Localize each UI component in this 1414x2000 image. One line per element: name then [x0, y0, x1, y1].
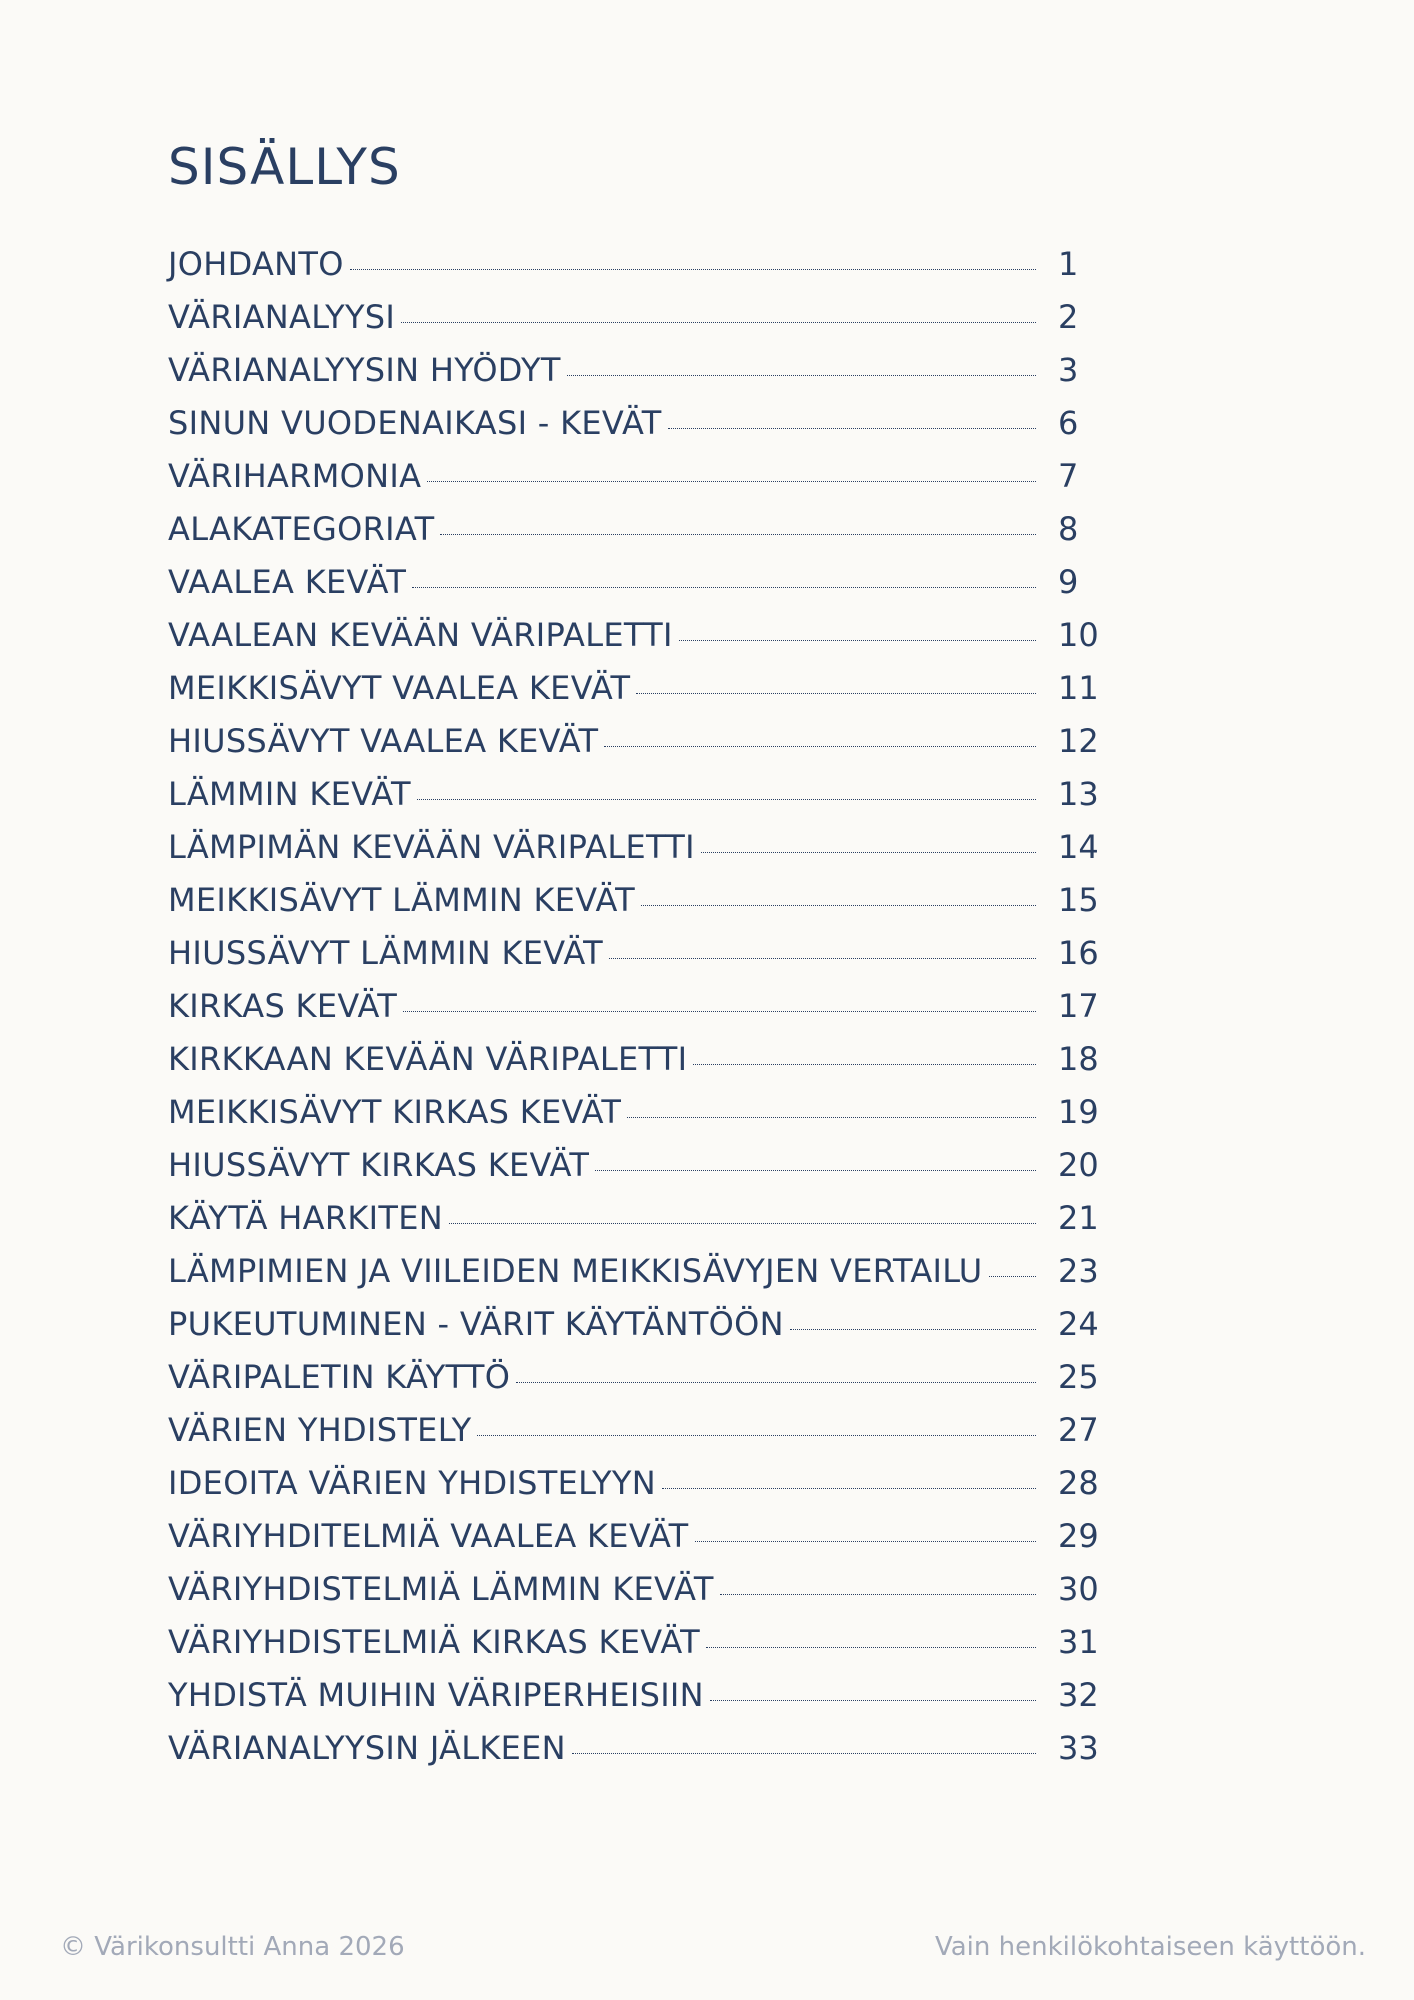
toc-entry-page-number: 31	[1058, 1623, 1099, 1661]
toc-entry[interactable]	[168, 245, 1118, 298]
toc-entry-page-number: 25	[1058, 1358, 1099, 1396]
toc-dot-leader	[668, 428, 1036, 429]
toc-entry-page-number: 11	[1058, 669, 1099, 707]
toc-entry-title: PUKEUTUMINEN - VÄRIT KÄYTÄNTÖÖN	[168, 1305, 784, 1343]
toc-entry-title: VÄRIPALETIN KÄYTTÖ	[168, 1358, 511, 1396]
footer-copyright: © Värikonsultti Anna 2026	[60, 1932, 405, 1962]
toc-entry[interactable]	[168, 457, 1118, 510]
toc-entry-page-number: 13	[1058, 775, 1099, 813]
toc-dot-leader	[609, 958, 1036, 959]
toc-entry-title: ALAKATEGORIAT	[168, 510, 435, 548]
toc-entry-title: JOHDANTO	[168, 245, 344, 283]
toc-entry-title: KIRKAS KEVÄT	[168, 987, 398, 1025]
toc-entry-page-number: 8	[1058, 510, 1079, 548]
toc-entry[interactable]	[168, 775, 1118, 828]
toc-entry[interactable]	[168, 669, 1118, 722]
toc-entry-page-number: 21	[1058, 1199, 1099, 1237]
toc-dot-leader	[412, 587, 1036, 588]
toc-entry-page-number: 6	[1058, 404, 1079, 442]
toc-dot-leader	[567, 375, 1036, 376]
toc-dot-leader	[662, 1488, 1036, 1489]
toc-entry-title: HIUSSÄVYT VAALEA KEVÄT	[168, 722, 599, 760]
toc-dot-leader	[710, 1700, 1036, 1701]
toc-dot-leader	[350, 269, 1036, 270]
toc-entry-title: LÄMPIMIEN JA VIILEIDEN MEIKKISÄVYJEN VERTAILU	[168, 1252, 983, 1290]
toc-entry-title: KÄYTÄ HARKITEN	[168, 1199, 444, 1237]
toc-entry[interactable]	[168, 1146, 1118, 1199]
toc-dot-leader	[417, 799, 1036, 800]
table-of-contents	[168, 245, 1118, 1782]
toc-entry[interactable]	[168, 616, 1118, 669]
toc-entry[interactable]	[168, 1623, 1118, 1676]
toc-entry[interactable]	[168, 1729, 1118, 1782]
toc-entry-title: VAALEAN KEVÄÄN VÄRIPALETTI	[168, 616, 673, 654]
toc-entry-page-number: 32	[1058, 1676, 1099, 1714]
toc-dot-leader	[989, 1276, 1036, 1277]
toc-entry-title: LÄMPIMÄN KEVÄÄN VÄRIPALETTI	[168, 828, 695, 866]
toc-dot-leader	[401, 322, 1036, 323]
toc-entry-title: MEIKKISÄVYT KIRKAS KEVÄT	[168, 1093, 622, 1131]
toc-entry-page-number: 14	[1058, 828, 1099, 866]
toc-entry-title: VÄRIANALYYSIN HYÖDYT	[168, 351, 561, 389]
toc-entry[interactable]	[168, 563, 1118, 616]
toc-entry-title: VÄRIYHDITELMIÄ VAALEA KEVÄT	[168, 1517, 689, 1555]
toc-entry-page-number: 33	[1058, 1729, 1099, 1767]
toc-entry[interactable]	[168, 722, 1118, 775]
toc-entry-title: LÄMMIN KEVÄT	[168, 775, 411, 813]
toc-dot-leader	[627, 1117, 1036, 1118]
toc-dot-leader	[449, 1223, 1036, 1224]
toc-dot-leader	[595, 1170, 1036, 1171]
toc-entry-title: YHDISTÄ MUIHIN VÄRIPERHEISIIN	[168, 1676, 704, 1714]
toc-dot-leader	[695, 1541, 1036, 1542]
toc-entry[interactable]	[168, 404, 1118, 457]
toc-entry[interactable]	[168, 881, 1118, 934]
toc-entry-title: VÄRIYHDISTELMIÄ LÄMMIN KEVÄT	[168, 1570, 714, 1608]
toc-entry-page-number: 1	[1058, 245, 1079, 283]
toc-entry-page-number: 10	[1058, 616, 1099, 654]
toc-entry-title: VÄRIYHDISTELMIÄ KIRKAS KEVÄT	[168, 1623, 700, 1661]
toc-dot-leader	[427, 481, 1036, 482]
toc-entry-page-number: 12	[1058, 722, 1099, 760]
toc-entry-page-number: 29	[1058, 1517, 1099, 1555]
toc-entry[interactable]	[168, 1411, 1118, 1464]
toc-entry-title: VÄRIANALYYSIN JÄLKEEN	[168, 1729, 566, 1767]
toc-entry-page-number: 9	[1058, 563, 1079, 601]
toc-entry-page-number: 24	[1058, 1305, 1099, 1343]
toc-entry-page-number: 19	[1058, 1093, 1099, 1131]
toc-entry-page-number: 7	[1058, 457, 1079, 495]
toc-entry[interactable]	[168, 1040, 1118, 1093]
toc-entry[interactable]	[168, 1199, 1118, 1252]
toc-dot-leader	[693, 1064, 1036, 1065]
toc-dot-leader	[604, 746, 1036, 747]
toc-entry[interactable]	[168, 1570, 1118, 1623]
toc-dot-leader	[440, 534, 1036, 535]
toc-entry-title: VAALEA KEVÄT	[168, 563, 407, 601]
toc-dot-leader	[720, 1594, 1036, 1595]
toc-entry-page-number: 27	[1058, 1411, 1099, 1449]
toc-dot-leader	[636, 693, 1036, 694]
toc-entry[interactable]	[168, 1464, 1118, 1517]
toc-dot-leader	[403, 1011, 1036, 1012]
toc-dot-leader	[706, 1647, 1036, 1648]
toc-entry-title: IDEOITA VÄRIEN YHDISTELYYN	[168, 1464, 656, 1502]
toc-entry-title: KIRKKAAN KEVÄÄN VÄRIPALETTI	[168, 1040, 688, 1078]
toc-entry-page-number: 18	[1058, 1040, 1099, 1078]
toc-entry[interactable]	[168, 298, 1118, 351]
toc-entry[interactable]	[168, 1252, 1118, 1305]
toc-entry[interactable]	[168, 1676, 1118, 1729]
toc-dot-leader	[572, 1753, 1036, 1754]
toc-dot-leader	[679, 640, 1036, 641]
toc-entry-page-number: 3	[1058, 351, 1079, 389]
toc-entry[interactable]	[168, 1358, 1118, 1411]
toc-entry-title: VÄRIHARMONIA	[168, 457, 422, 495]
toc-entry-title: VÄRIEN YHDISTELY	[168, 1411, 472, 1449]
toc-entry-title: VÄRIANALYYSI	[168, 298, 396, 336]
toc-entry[interactable]	[168, 510, 1118, 563]
toc-entry-title: MEIKKISÄVYT VAALEA KEVÄT	[168, 669, 631, 707]
toc-entry[interactable]	[168, 828, 1118, 881]
toc-entry-title: MEIKKISÄVYT LÄMMIN KEVÄT	[168, 881, 635, 919]
toc-entry-title: SINUN VUODENAIKASI - KEVÄT	[168, 404, 662, 442]
toc-entry[interactable]	[168, 1517, 1118, 1570]
toc-entry[interactable]	[168, 1305, 1118, 1358]
toc-entry-page-number: 23	[1058, 1252, 1099, 1290]
toc-dot-leader	[790, 1329, 1036, 1330]
toc-entry-page-number: 16	[1058, 934, 1099, 972]
toc-dot-leader	[641, 905, 1036, 906]
toc-entry-title: HIUSSÄVYT KIRKAS KEVÄT	[168, 1146, 590, 1184]
toc-entry-page-number: 2	[1058, 298, 1079, 336]
toc-entry-page-number: 28	[1058, 1464, 1099, 1502]
toc-entry[interactable]	[168, 1093, 1118, 1146]
toc-entry-page-number: 20	[1058, 1146, 1099, 1184]
toc-entry[interactable]	[168, 351, 1118, 404]
toc-entry[interactable]	[168, 934, 1118, 987]
toc-entry-page-number: 15	[1058, 881, 1099, 919]
page-title: SISÄLLYS	[168, 138, 401, 196]
toc-dot-leader	[701, 852, 1036, 853]
toc-dot-leader	[477, 1435, 1036, 1436]
toc-entry-title: HIUSSÄVYT LÄMMIN KEVÄT	[168, 934, 603, 972]
toc-dot-leader	[516, 1382, 1036, 1383]
footer-notice: Vain henkilökohtaiseen käyttöön.	[934, 1932, 1366, 1962]
toc-entry[interactable]	[168, 987, 1118, 1040]
toc-entry-page-number: 30	[1058, 1570, 1099, 1608]
toc-entry-page-number: 17	[1058, 987, 1099, 1025]
